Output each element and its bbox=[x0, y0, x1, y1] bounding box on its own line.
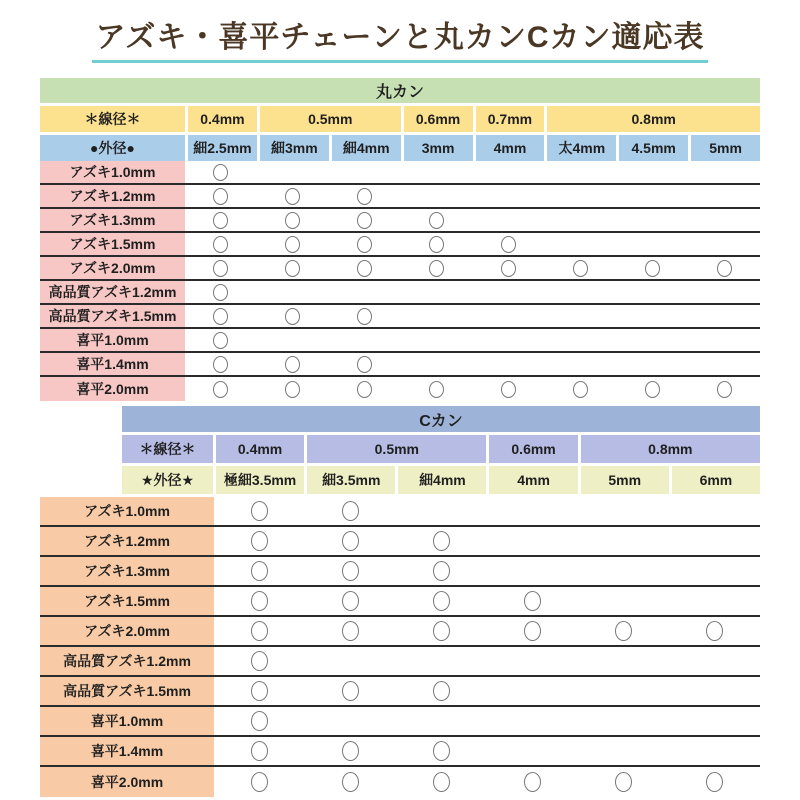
compat-cell bbox=[669, 737, 760, 765]
table-row bbox=[40, 209, 760, 233]
wire-size-header-0: 0.4mm bbox=[188, 106, 257, 132]
compat-circle-icon bbox=[342, 681, 359, 701]
compat-cell bbox=[329, 329, 401, 351]
compat-cell bbox=[473, 257, 545, 279]
compat-circle-icon bbox=[645, 381, 660, 398]
compat-cell bbox=[578, 497, 669, 525]
compat-cell bbox=[688, 209, 760, 231]
compat-cell bbox=[305, 737, 396, 765]
compat-cell bbox=[688, 185, 760, 207]
page-title: アズキ・喜平チェーンと丸カンCカン適応表 bbox=[92, 12, 709, 63]
outer-size-header-5: 太4mm bbox=[547, 135, 616, 161]
compat-circle-icon bbox=[433, 772, 450, 792]
compat-cell bbox=[487, 647, 578, 675]
chain-label: 高品質アズキ1.5mm bbox=[40, 305, 185, 327]
compat-cell bbox=[487, 527, 578, 555]
compat-circle-icon bbox=[501, 236, 516, 253]
compat-cell bbox=[616, 257, 688, 279]
compat-cell bbox=[544, 209, 616, 231]
compat-circle-icon bbox=[285, 308, 300, 325]
compat-cell bbox=[185, 233, 257, 255]
compat-cell bbox=[578, 767, 669, 797]
compat-cell bbox=[578, 737, 669, 765]
compat-cell bbox=[214, 497, 305, 525]
chain-label: アズキ2.0mm bbox=[40, 617, 214, 645]
compat-circle-icon bbox=[357, 188, 372, 205]
outer-size-header-4: 4mm bbox=[476, 135, 545, 161]
compat-cell bbox=[669, 557, 760, 585]
compat-cell bbox=[214, 527, 305, 555]
compat-cell bbox=[401, 377, 473, 401]
chain-label: 高品質アズキ1.5mm bbox=[40, 677, 214, 705]
wire-size-header-1: 0.5mm bbox=[260, 106, 401, 132]
compat-cell bbox=[578, 617, 669, 645]
compat-cell bbox=[616, 329, 688, 351]
compat-circle-icon bbox=[251, 772, 268, 792]
wire-size-header-2: 0.6mm bbox=[489, 435, 577, 463]
compat-cell bbox=[185, 257, 257, 279]
chain-label: 喜平1.4mm bbox=[40, 353, 185, 375]
chain-label: アズキ1.3mm bbox=[40, 209, 185, 231]
compat-cell bbox=[401, 329, 473, 351]
compat-circle-icon bbox=[251, 591, 268, 611]
compat-cell bbox=[214, 707, 305, 735]
compat-circle-icon bbox=[251, 741, 268, 761]
chain-label: アズキ1.2mm bbox=[40, 527, 214, 555]
chain-label: 喜平2.0mm bbox=[40, 377, 185, 401]
compat-circle-icon bbox=[717, 260, 732, 277]
compat-circle-icon bbox=[501, 381, 516, 398]
compat-circle-icon bbox=[357, 381, 372, 398]
compat-cell bbox=[257, 233, 329, 255]
outer-size-header-2: 細4mm bbox=[398, 466, 486, 494]
compat-cell bbox=[616, 377, 688, 401]
compat-circle-icon bbox=[573, 260, 588, 277]
round-kan-table-body bbox=[40, 161, 760, 401]
compat-circle-icon bbox=[251, 651, 268, 671]
compat-cell bbox=[688, 305, 760, 327]
compat-cell bbox=[396, 707, 487, 735]
compat-cell bbox=[544, 257, 616, 279]
compat-circle-icon bbox=[251, 621, 268, 641]
compat-cell bbox=[473, 185, 545, 207]
compat-cell bbox=[185, 305, 257, 327]
table-row bbox=[40, 305, 760, 329]
compat-circle-icon bbox=[357, 212, 372, 229]
compat-circle-icon bbox=[706, 621, 723, 641]
compat-cell bbox=[257, 185, 329, 207]
wire-size-header-4: 0.8mm bbox=[547, 106, 760, 132]
compat-cell bbox=[401, 209, 473, 231]
compat-cell bbox=[329, 377, 401, 401]
compat-circle-icon bbox=[429, 212, 444, 229]
compat-cell bbox=[473, 377, 545, 401]
compat-circle-icon bbox=[213, 284, 228, 301]
compat-cell bbox=[473, 329, 545, 351]
table-row bbox=[40, 281, 760, 305]
compat-cell bbox=[401, 161, 473, 183]
compat-cell bbox=[257, 209, 329, 231]
outer-size-header-1: 細3mm bbox=[260, 135, 329, 161]
wire-size-header-3: 0.7mm bbox=[476, 106, 545, 132]
compat-cell bbox=[669, 527, 760, 555]
compat-cell bbox=[487, 557, 578, 585]
compat-cell bbox=[578, 587, 669, 615]
compat-circle-icon bbox=[213, 212, 228, 229]
compat-cell bbox=[185, 185, 257, 207]
compat-cell bbox=[578, 557, 669, 585]
compat-cell bbox=[616, 185, 688, 207]
table-row bbox=[40, 329, 760, 353]
compat-circle-icon bbox=[573, 381, 588, 398]
table-row bbox=[40, 497, 760, 527]
compat-cell bbox=[214, 677, 305, 705]
compat-circle-icon bbox=[285, 356, 300, 373]
compat-circle-icon bbox=[251, 561, 268, 581]
chain-label: 喜平1.4mm bbox=[40, 737, 214, 765]
compat-cell bbox=[257, 305, 329, 327]
compat-circle-icon bbox=[213, 381, 228, 398]
round-kan-table-title: 丸カン bbox=[40, 78, 760, 103]
compat-circle-icon bbox=[433, 591, 450, 611]
compat-circle-icon bbox=[251, 501, 268, 521]
compat-cell bbox=[688, 329, 760, 351]
compat-cell bbox=[329, 209, 401, 231]
compat-cell bbox=[616, 281, 688, 303]
table-row bbox=[40, 377, 760, 401]
table-row bbox=[40, 557, 760, 587]
compat-cell bbox=[401, 305, 473, 327]
compat-cell bbox=[688, 257, 760, 279]
compat-circle-icon bbox=[285, 188, 300, 205]
compat-circle-icon bbox=[524, 772, 541, 792]
outer-size-header-4: 5mm bbox=[581, 466, 669, 494]
compat-cell bbox=[257, 161, 329, 183]
table-row bbox=[40, 647, 760, 677]
compat-cell bbox=[396, 587, 487, 615]
compat-circle-icon bbox=[429, 236, 444, 253]
chain-label: 喜平2.0mm bbox=[40, 767, 214, 797]
compat-cell bbox=[401, 257, 473, 279]
compat-cell bbox=[305, 557, 396, 585]
c-kan-table-body bbox=[40, 497, 760, 797]
compat-cell bbox=[185, 161, 257, 183]
compat-cell bbox=[329, 161, 401, 183]
compat-circle-icon bbox=[357, 236, 372, 253]
table-row bbox=[40, 353, 760, 377]
compat-cell bbox=[305, 707, 396, 735]
compat-cell bbox=[616, 233, 688, 255]
chain-label: アズキ1.0mm bbox=[40, 161, 185, 183]
title-bar bbox=[0, 12, 800, 63]
table-row bbox=[40, 677, 760, 707]
compat-circle-icon bbox=[357, 356, 372, 373]
compat-circle-icon bbox=[342, 741, 359, 761]
compat-circle-icon bbox=[645, 260, 660, 277]
compat-circle-icon bbox=[342, 531, 359, 551]
compat-cell bbox=[396, 737, 487, 765]
outer-size-header-2: 細4mm bbox=[332, 135, 401, 161]
compat-circle-icon bbox=[251, 711, 268, 731]
compat-cell bbox=[305, 527, 396, 555]
compat-cell bbox=[616, 305, 688, 327]
compat-cell bbox=[487, 497, 578, 525]
compat-cell bbox=[214, 587, 305, 615]
table-row bbox=[40, 617, 760, 647]
compat-cell bbox=[688, 161, 760, 183]
compat-cell bbox=[214, 737, 305, 765]
table-row bbox=[40, 767, 760, 797]
compat-cell bbox=[473, 209, 545, 231]
compat-cell bbox=[329, 281, 401, 303]
table-row bbox=[40, 233, 760, 257]
compat-cell bbox=[473, 305, 545, 327]
compat-circle-icon bbox=[213, 236, 228, 253]
compat-circle-icon bbox=[717, 381, 732, 398]
compat-circle-icon bbox=[615, 772, 632, 792]
chain-label: アズキ1.0mm bbox=[40, 497, 214, 525]
compat-cell bbox=[688, 377, 760, 401]
compat-circle-icon bbox=[433, 561, 450, 581]
compat-cell bbox=[185, 209, 257, 231]
compat-cell bbox=[544, 185, 616, 207]
compat-cell bbox=[214, 557, 305, 585]
compat-cell bbox=[544, 353, 616, 375]
compat-cell bbox=[257, 377, 329, 401]
compat-cell bbox=[401, 233, 473, 255]
compat-cell bbox=[473, 161, 545, 183]
compat-circle-icon bbox=[342, 591, 359, 611]
table-row bbox=[40, 161, 760, 185]
compat-cell bbox=[214, 617, 305, 645]
compat-cell bbox=[487, 767, 578, 797]
compat-circle-icon bbox=[285, 260, 300, 277]
compat-cell bbox=[185, 281, 257, 303]
c-kan-table-header bbox=[122, 406, 760, 494]
compat-circle-icon bbox=[501, 260, 516, 277]
compat-circle-icon bbox=[285, 212, 300, 229]
compat-cell bbox=[669, 647, 760, 675]
compat-cell bbox=[305, 587, 396, 615]
compat-cell bbox=[688, 281, 760, 303]
compat-circle-icon bbox=[706, 772, 723, 792]
compat-cell bbox=[257, 329, 329, 351]
compat-circle-icon bbox=[433, 531, 450, 551]
compat-circle-icon bbox=[357, 308, 372, 325]
chain-label: アズキ1.2mm bbox=[40, 185, 185, 207]
chain-label: 高品質アズキ1.2mm bbox=[40, 647, 214, 675]
compat-cell bbox=[487, 587, 578, 615]
compat-circle-icon bbox=[357, 260, 372, 277]
compat-cell bbox=[401, 185, 473, 207]
compat-cell bbox=[544, 377, 616, 401]
compat-cell bbox=[487, 707, 578, 735]
outer-size-header-7: 5mm bbox=[691, 135, 760, 161]
compat-cell bbox=[257, 353, 329, 375]
compat-circle-icon bbox=[342, 772, 359, 792]
compat-cell bbox=[396, 677, 487, 705]
compat-cell bbox=[257, 257, 329, 279]
compat-circle-icon bbox=[342, 561, 359, 581]
chain-label: アズキ1.5mm bbox=[40, 233, 185, 255]
wire-size-header-0: 0.4mm bbox=[216, 435, 304, 463]
compat-cell bbox=[305, 767, 396, 797]
outer-size-header-0: 極細3.5mm bbox=[216, 466, 304, 494]
compat-circle-icon bbox=[524, 591, 541, 611]
wire-diameter-label: ＊線径＊ bbox=[122, 435, 213, 463]
compat-circle-icon bbox=[615, 621, 632, 641]
compat-cell bbox=[329, 233, 401, 255]
compat-circle-icon bbox=[433, 681, 450, 701]
wire-size-header-3: 0.8mm bbox=[581, 435, 760, 463]
compat-cell bbox=[305, 617, 396, 645]
compat-circle-icon bbox=[429, 260, 444, 277]
compat-cell bbox=[214, 767, 305, 797]
compat-circle-icon bbox=[285, 381, 300, 398]
compat-cell bbox=[185, 377, 257, 401]
compat-cell bbox=[616, 209, 688, 231]
compat-circle-icon bbox=[285, 236, 300, 253]
compat-cell bbox=[669, 707, 760, 735]
compat-cell bbox=[305, 647, 396, 675]
compat-cell bbox=[473, 353, 545, 375]
compat-cell bbox=[669, 617, 760, 645]
compat-cell bbox=[487, 617, 578, 645]
compat-cell bbox=[329, 353, 401, 375]
compat-cell bbox=[669, 677, 760, 705]
compat-cell bbox=[669, 587, 760, 615]
compat-cell bbox=[616, 353, 688, 375]
compat-cell bbox=[688, 353, 760, 375]
chain-label: アズキ1.3mm bbox=[40, 557, 214, 585]
compat-cell bbox=[396, 767, 487, 797]
outer-size-header-0: 細2.5mm bbox=[188, 135, 257, 161]
compat-cell bbox=[401, 353, 473, 375]
compat-cell bbox=[578, 527, 669, 555]
compat-cell bbox=[544, 161, 616, 183]
c-kan-table-title: Cカン bbox=[122, 406, 760, 432]
compat-cell bbox=[544, 233, 616, 255]
compat-cell bbox=[487, 737, 578, 765]
table-row bbox=[40, 257, 760, 281]
chain-label: アズキ1.5mm bbox=[40, 587, 214, 615]
compat-cell bbox=[396, 557, 487, 585]
compat-circle-icon bbox=[213, 164, 228, 181]
compat-circle-icon bbox=[251, 681, 268, 701]
compat-cell bbox=[396, 617, 487, 645]
compat-circle-icon bbox=[213, 332, 228, 349]
compat-circle-icon bbox=[213, 356, 228, 373]
compat-cell bbox=[578, 677, 669, 705]
compat-cell bbox=[473, 233, 545, 255]
compat-cell bbox=[305, 677, 396, 705]
compat-cell bbox=[688, 233, 760, 255]
compat-circle-icon bbox=[213, 260, 228, 277]
chain-label: 喜平1.0mm bbox=[40, 707, 214, 735]
table-row bbox=[40, 587, 760, 617]
wire-diameter-label: ＊線径＊ bbox=[40, 106, 185, 132]
compat-circle-icon bbox=[342, 621, 359, 641]
compat-cell bbox=[305, 497, 396, 525]
compat-cell bbox=[401, 281, 473, 303]
compat-cell bbox=[669, 497, 760, 525]
compat-cell bbox=[473, 281, 545, 303]
compat-cell bbox=[214, 647, 305, 675]
compat-cell bbox=[257, 281, 329, 303]
compat-circle-icon bbox=[524, 621, 541, 641]
table-row bbox=[40, 185, 760, 209]
compat-cell bbox=[396, 497, 487, 525]
wire-size-header-2: 0.6mm bbox=[404, 106, 473, 132]
chain-label: アズキ2.0mm bbox=[40, 257, 185, 279]
compat-cell bbox=[578, 647, 669, 675]
compat-circle-icon bbox=[251, 531, 268, 551]
compat-cell bbox=[669, 767, 760, 797]
compat-cell bbox=[578, 707, 669, 735]
wire-size-header-1: 0.5mm bbox=[307, 435, 486, 463]
compat-cell bbox=[396, 527, 487, 555]
compat-circle-icon bbox=[429, 381, 444, 398]
compat-circle-icon bbox=[213, 188, 228, 205]
compat-cell bbox=[329, 257, 401, 279]
outer-size-header-3: 4mm bbox=[489, 466, 577, 494]
table-row bbox=[40, 707, 760, 737]
table-row bbox=[40, 527, 760, 557]
outer-size-header-6: 4.5mm bbox=[619, 135, 688, 161]
compat-cell bbox=[544, 281, 616, 303]
table-row bbox=[40, 737, 760, 767]
chain-label: 高品質アズキ1.2mm bbox=[40, 281, 185, 303]
compat-cell bbox=[544, 329, 616, 351]
compat-cell bbox=[487, 677, 578, 705]
round-kan-table-header bbox=[40, 78, 760, 161]
outer-diameter-label: ●外径● bbox=[40, 135, 185, 161]
compat-circle-icon bbox=[433, 621, 450, 641]
outer-size-header-1: 細3.5mm bbox=[307, 466, 395, 494]
compat-cell bbox=[544, 305, 616, 327]
outer-size-header-5: 6mm bbox=[672, 466, 760, 494]
outer-size-header-3: 3mm bbox=[404, 135, 473, 161]
compat-cell bbox=[329, 185, 401, 207]
compat-cell bbox=[185, 353, 257, 375]
compat-cell bbox=[396, 647, 487, 675]
outer-diameter-label: ★外径★ bbox=[122, 466, 213, 494]
chain-label: 喜平1.0mm bbox=[40, 329, 185, 351]
compat-cell bbox=[616, 161, 688, 183]
compat-circle-icon bbox=[433, 741, 450, 761]
compat-circle-icon bbox=[342, 501, 359, 521]
compat-cell bbox=[329, 305, 401, 327]
compat-circle-icon bbox=[213, 308, 228, 325]
compat-cell bbox=[185, 329, 257, 351]
